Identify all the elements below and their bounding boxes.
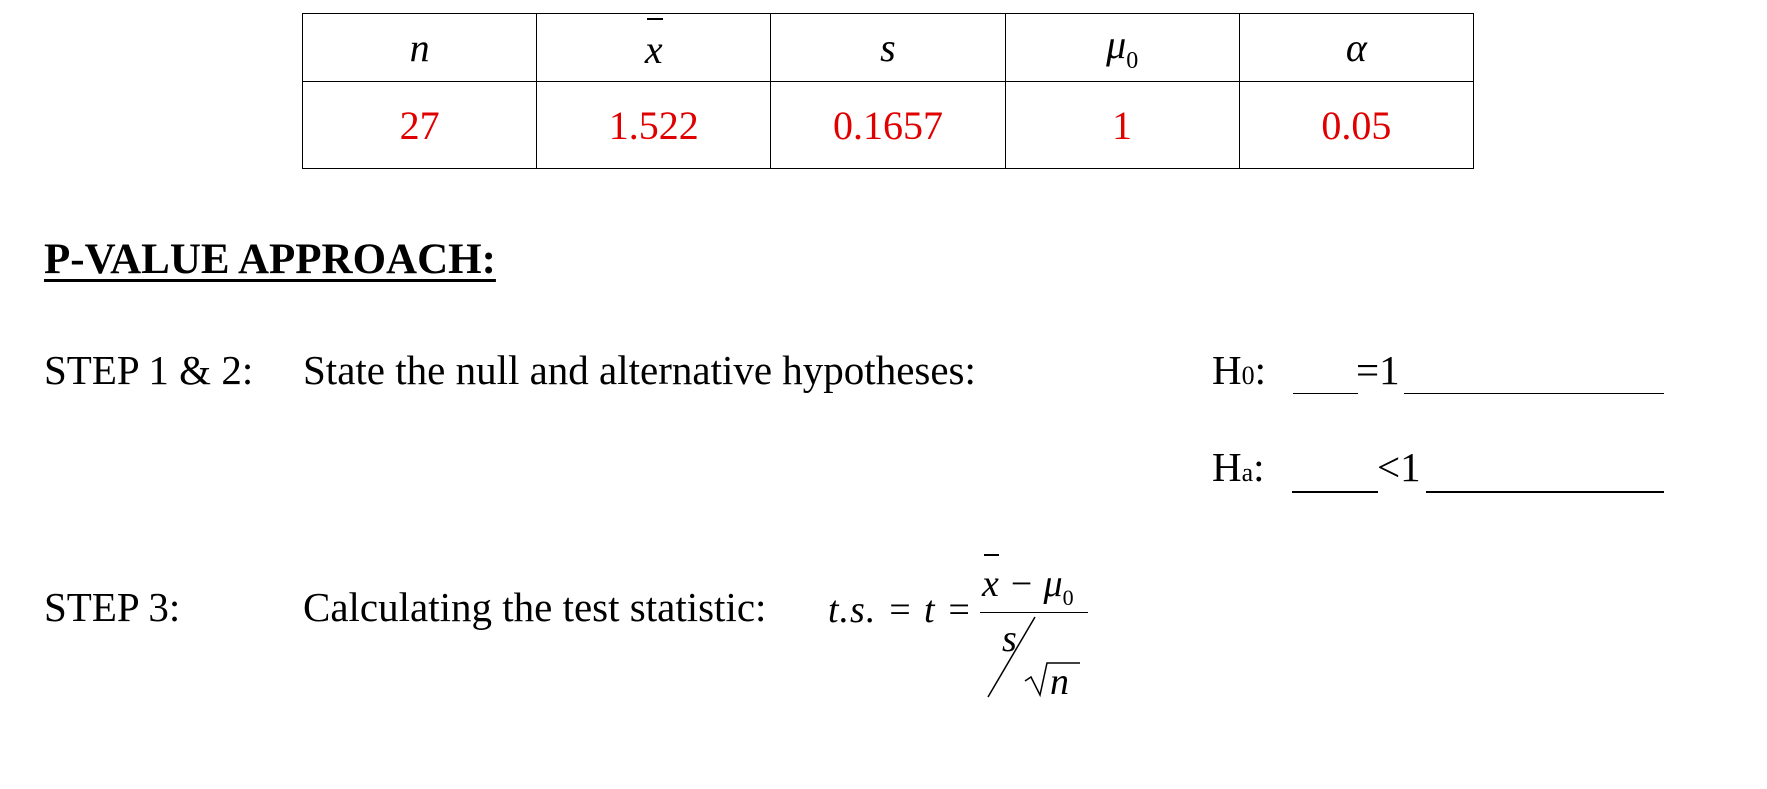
section-title: P-VALUE APPROACH:: [44, 236, 496, 283]
alternative-hypothesis-label: Ha:: [1212, 444, 1265, 490]
step12-label: STEP 1 & 2:: [44, 347, 254, 393]
value-x-bar: 1.522: [537, 82, 771, 169]
formula-denominator-s: s: [1002, 618, 1017, 660]
table-header-row: [303, 14, 1474, 82]
formula-lhs: t.s. = t =: [828, 589, 973, 631]
parameters-table: [302, 13, 1474, 169]
formula-denominator-n: n: [1050, 661, 1069, 703]
value-n: 27: [303, 82, 537, 169]
step3-text: Calculating the test statistic:: [303, 584, 767, 630]
h0-blank-line-left: [1293, 393, 1358, 394]
value-mu0: 1: [1005, 82, 1239, 169]
null-hypothesis-value: =1: [1356, 347, 1400, 393]
h0-blank-line-right: [1404, 393, 1664, 394]
null-hypothesis-label: H0:: [1212, 347, 1267, 393]
value-s: 0.1657: [771, 82, 1005, 169]
alternative-hypothesis-value: <1: [1377, 444, 1421, 490]
formula-numerator: $x - \mu_0$: [982, 558, 1074, 611]
step3-label: STEP 3:: [44, 584, 181, 630]
fraction-bar: [980, 612, 1088, 613]
ha-blank-line-right: [1426, 491, 1664, 493]
header-x-bar: x: [537, 14, 771, 82]
header-mu0: $\mu_0$: [1005, 14, 1239, 82]
header-n: n: [303, 14, 537, 82]
table-value-row: [303, 82, 1474, 169]
step12-text: State the null and alternative hypotheses:: [303, 347, 976, 393]
slash-line: [988, 617, 1035, 697]
header-s: s: [771, 14, 1005, 82]
value-alpha: 0.05: [1239, 82, 1473, 169]
ha-blank-line-left: [1292, 491, 1378, 493]
header-alpha: α: [1239, 14, 1473, 82]
